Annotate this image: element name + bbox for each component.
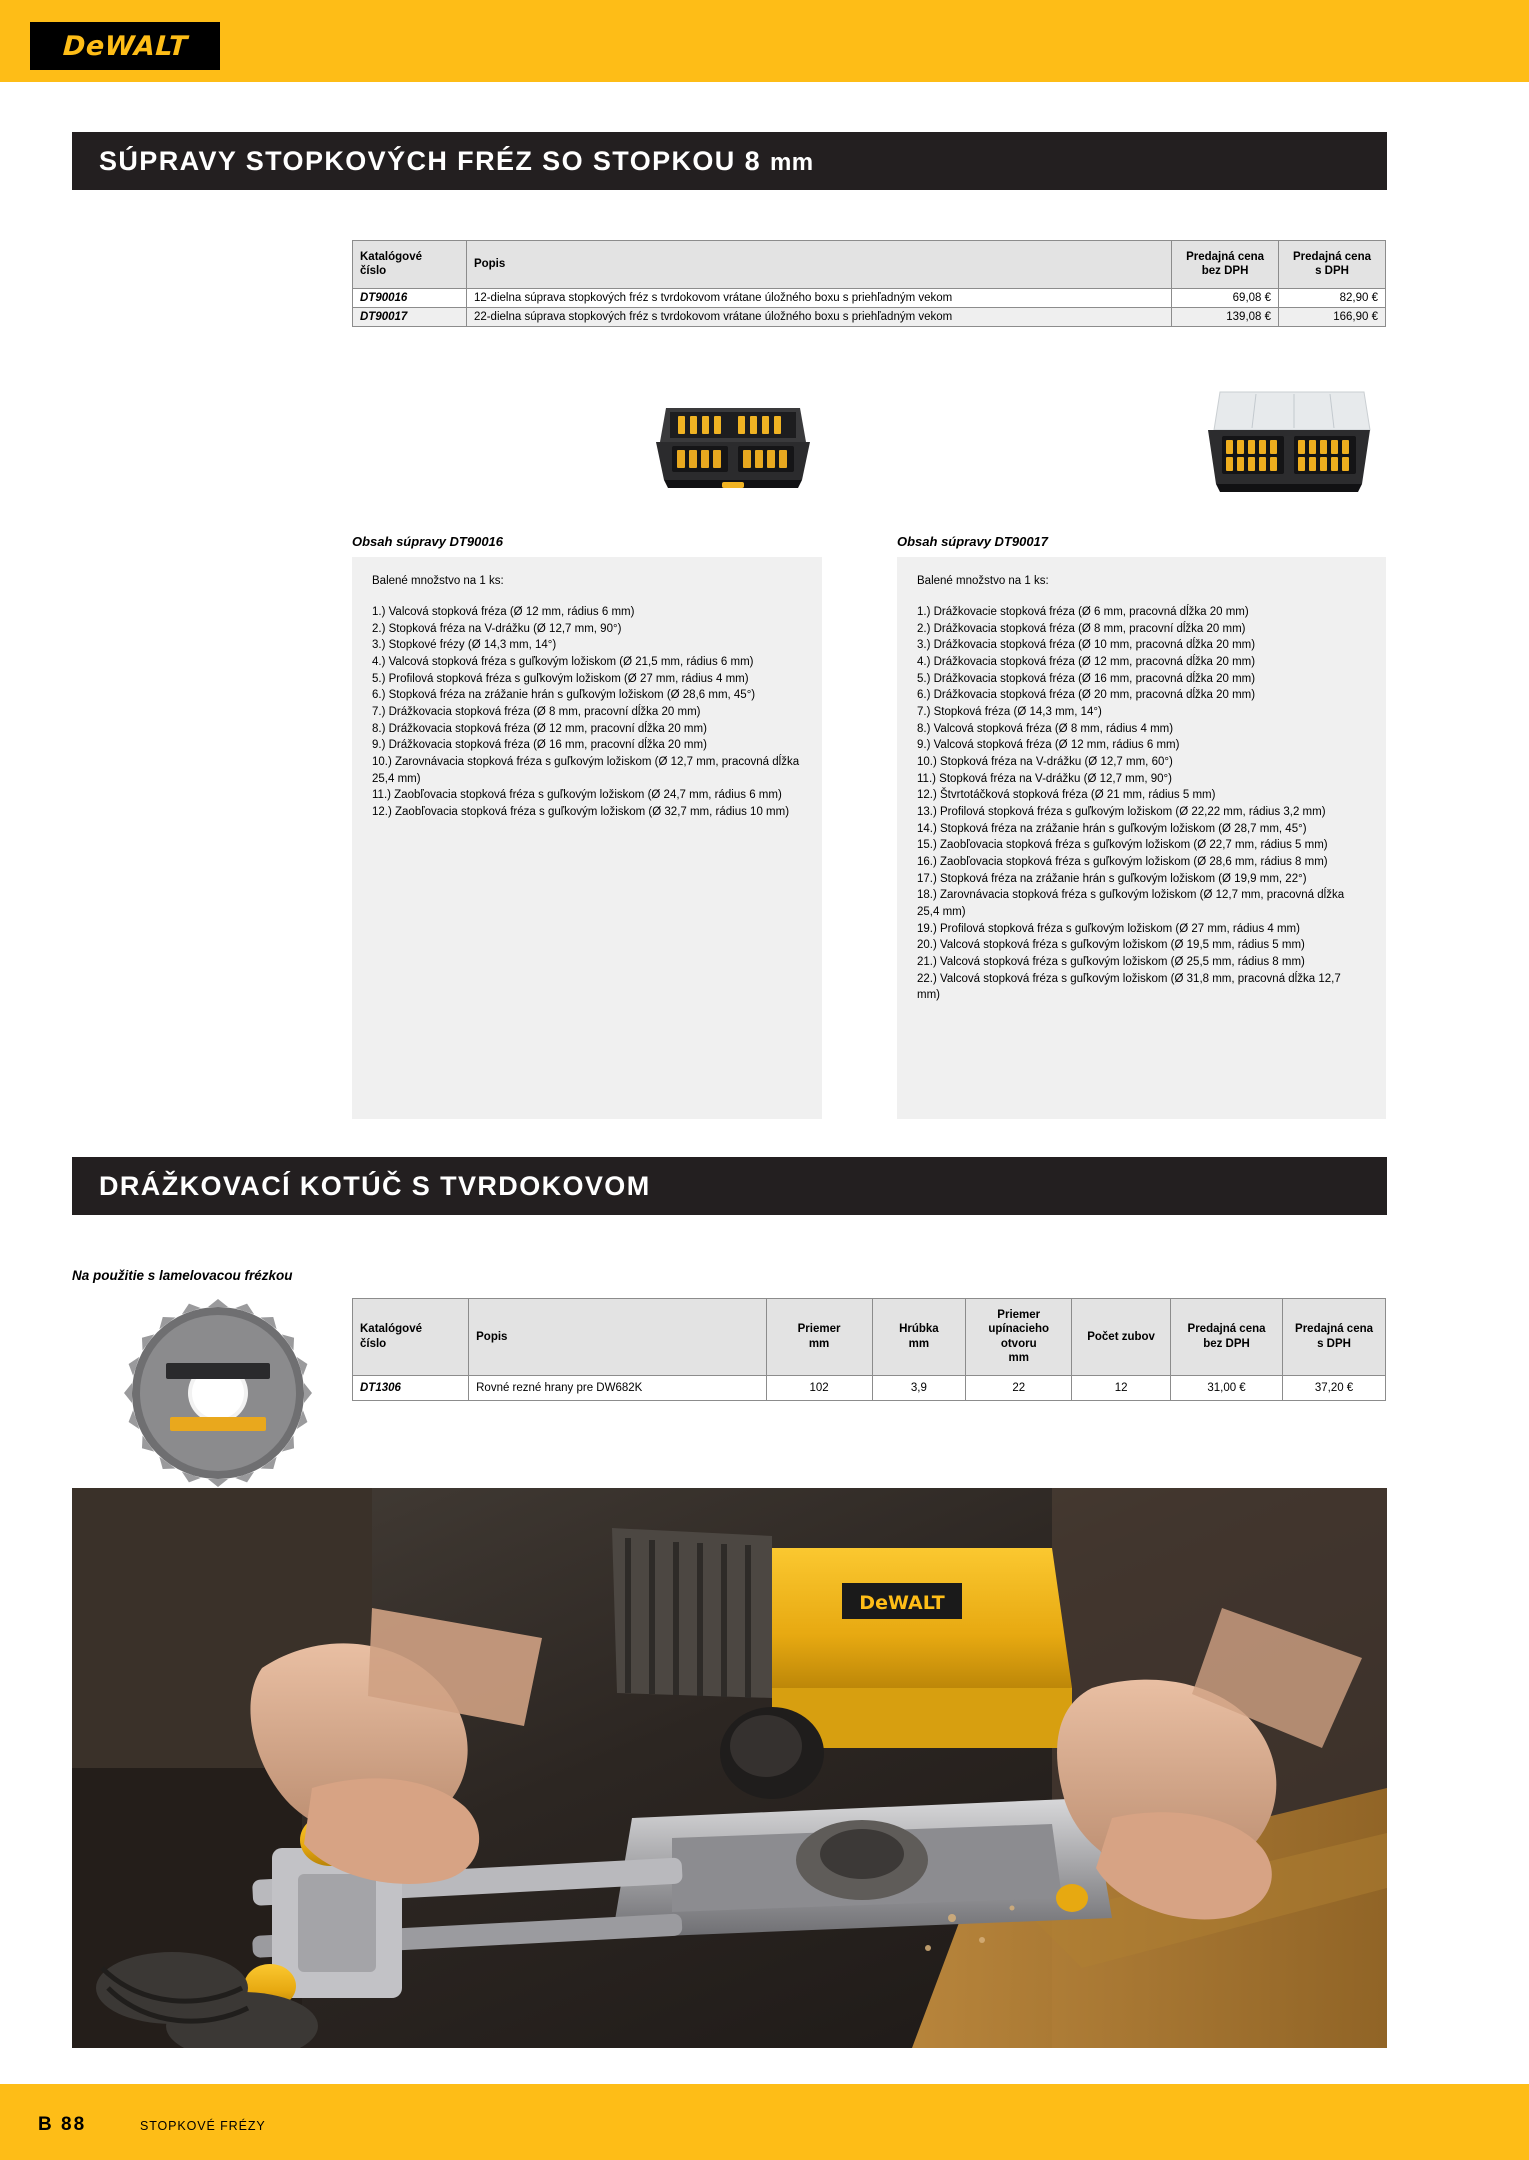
list-item: 10.) Stopková fréza na V-drážku (Ø 12,7 mm, 60°) (917, 756, 1173, 769)
section-title-1-unit: mm (769, 148, 814, 176)
cell-catalog-number: DT90016 (353, 288, 467, 307)
cell-thickness: 3,9 (872, 1375, 966, 1400)
th-teeth-count (1072, 1299, 1171, 1376)
contents-list-dt90016 (372, 604, 802, 821)
list-item: 7.) Stopková fréza (Ø 14,3 mm, 14°) (917, 706, 1102, 719)
cell-catalog-number: DT90017 (353, 307, 467, 326)
cell-price-no-vat: 139,08 € (1172, 307, 1279, 326)
list-item: 20.) Valcová stopková fréza s guľkovým ložiskom (Ø 19,5 mm, rádius 5 mm) (917, 939, 1305, 952)
router-photo-illustration (72, 1488, 1387, 2048)
list-item: 17.) Stopková fréza na zrážanie hrán s guľkovým ložiskom (Ø 19,9 mm, 22°) (917, 872, 1307, 885)
th-line-2: s DPH (1317, 1337, 1351, 1350)
list-item: 7.) Drážkovacia stopková fréza (Ø 8 mm, pracovní dĺžka 20 mm) (372, 706, 701, 719)
th-catalog-number (353, 241, 467, 289)
cell-diameter: 102 (766, 1375, 872, 1400)
price-table-router-bit-sets (352, 240, 1386, 327)
list-item: 22.) Valcová stopková fréza s guľkovým ložiskom (Ø 31,8 mm, pracovná dĺžka 12,7 mm) (917, 972, 1341, 1002)
th-line-2: upínacieho (988, 1323, 1050, 1336)
th-line-1: Predajná cena (1295, 1323, 1374, 1336)
th-line-2: bez DPH (1203, 1337, 1250, 1350)
th-line-1: Predajná cena (1293, 251, 1371, 263)
list-item: 10.) Zarovnávacia stopková fréza s guľkovým ložiskom (Ø 12,7 mm, pracovná dĺžka 25,4 mm) (372, 756, 800, 785)
th-line-2: číslo (360, 265, 387, 278)
list-item: 8.) Valcová stopková fréza (Ø 8 mm, rádius 4 mm) (917, 722, 1174, 735)
list-item: 21.) Valcová stopková fréza s guľkovým ložiskom (Ø 25,5 mm, rádius 8 mm) (917, 956, 1305, 969)
section-title-2: DRÁŽKOVACÍ KOTÚČ S TVRDOKOVOM (99, 1170, 651, 1201)
cell-description: 12-dielna súprava stopkových fréz s tvrdokovom vrátane úložného boxu s priehľadným vekom (466, 288, 1171, 307)
th-line-1: Priemer (797, 1323, 841, 1336)
th-line-1: Predajná cena (1186, 251, 1265, 263)
list-item: 16.) Zaobľovacia stopková fréza s guľkovým ložiskom (Ø 28,6 mm, rádius 8 mm) (917, 856, 1328, 869)
th-price-no-vat (1172, 241, 1279, 289)
footer-category-label: STOPKOVÉ FRÉZY (140, 2119, 266, 2133)
list-item: 4.) Valcová stopková fréza s guľkovým ložiskom (Ø 21,5 mm, rádius 6 mm) (372, 656, 754, 669)
cell-teeth: 12 (1072, 1375, 1171, 1400)
th-line-2: bez DPH (1201, 265, 1249, 278)
cell-description: 22-dielna súprava stopkových fréz s tvrdokovom vrátane úložného boxu s priehľadným vekom (466, 307, 1171, 326)
list-item: 12.) Štvrtotáčková stopková fréza (Ø 21 mm, rádius 5 mm) (917, 789, 1216, 802)
cell-catalog-number: DT1306 (353, 1375, 469, 1400)
table-header-row (353, 241, 1386, 289)
product-photo-dt1306 (118, 1293, 318, 1493)
th-line-1: Počet zubov (1087, 1330, 1155, 1343)
th-price-no-vat (1171, 1299, 1283, 1376)
th-line-1: Hrúbka (899, 1323, 939, 1336)
cell-description: Rovné rezné hrany pre DW682K (469, 1375, 766, 1400)
list-item: 11.) Zaobľovacia stopková fréza s guľkovým ložiskom (Ø 24,7 mm, rádius 6 mm) (372, 789, 782, 802)
cell-bore: 22 (966, 1375, 1072, 1400)
cell-price-vat: 166,90 € (1279, 307, 1386, 326)
list-item: 3.) Drážkovacia stopková fréza (Ø 10 mm, pracovná dĺžka 20 mm) (917, 639, 1256, 652)
list-item: 13.) Profilová stopková fréza s guľkovým ložiskom (Ø 22,22 mm, rádius 3,2 mm) (917, 806, 1326, 819)
th-line-1: Priemer (997, 1309, 1041, 1321)
page-header-bar (0, 0, 1529, 82)
sub-caption: Na použitie s lamelovacou frézkou (72, 1268, 293, 1283)
th-line-1: Katalógové (360, 1323, 422, 1336)
list-item: 12.) Zaobľovacia stopková fréza s guľkovým ložiskom (Ø 32,7 mm, rádius 10 mm) (372, 806, 790, 819)
list-item: 5.) Profilová stopková fréza s guľkovým ložiskom (Ø 27 mm, rádius 4 mm) (372, 672, 749, 685)
price-table-grooving-disc (352, 1298, 1386, 1401)
list-item: 1.) Drážkovacie stopková fréza (Ø 6 mm, pracovná dĺžka 20 mm) (917, 606, 1249, 618)
application-photo-router-in-use (72, 1488, 1387, 2048)
list-item: 5.) Drážkovacia stopková fréza (Ø 16 mm, pracovná dĺžka 20 mm) (917, 672, 1256, 685)
cell-price-vat: 37,20 € (1283, 1375, 1386, 1400)
list-item: 9.) Valcová stopková fréza (Ø 12 mm, rádius 6 mm) (917, 739, 1180, 752)
contents-panel-dt90016 (352, 557, 822, 1119)
th-price-vat (1283, 1299, 1386, 1376)
th-price-vat (1279, 241, 1386, 289)
list-item: 9.) Drážkovacia stopková fréza (Ø 16 mm, pracovní dĺžka 20 mm) (372, 739, 707, 752)
table-row (353, 1375, 1386, 1400)
th-bore-diameter (966, 1299, 1072, 1376)
th-line-1: Katalógové (360, 251, 422, 263)
cell-price-vat: 82,90 € (1279, 288, 1386, 307)
dewalt-logo-text: DeWALT (61, 30, 189, 62)
th-catalog-number (353, 1299, 469, 1376)
th-line-2: číslo (360, 1337, 387, 1350)
section-title-1 (72, 146, 814, 177)
section-title-1-main: SÚPRAVY STOPKOVÝCH FRÉZ SO STOPKOU 8 (99, 145, 770, 176)
th-diameter (766, 1299, 872, 1376)
list-item: 1.) Valcová stopková fréza (Ø 12 mm, rádius 6 mm) (372, 606, 635, 618)
contents-list-dt90017 (917, 604, 1366, 1004)
packaging-note: Balené množstvo na 1 ks: (917, 575, 1049, 587)
list-item: 6.) Drážkovacia stopková fréza (Ø 20 mm, pracovná dĺžka 20 mm) (917, 689, 1256, 702)
case-illustration-dt90016 (648, 398, 818, 498)
section-title-bar-1 (72, 132, 1387, 190)
list-item: 4.) Drážkovacia stopková fréza (Ø 12 mm, pracovná dĺžka 20 mm) (917, 656, 1256, 669)
tool-logo-text: DeWALT (859, 1592, 945, 1614)
table-header-row (353, 1299, 1386, 1376)
cell-price-no-vat: 69,08 € (1172, 288, 1279, 307)
list-item: 15.) Zaobľovacia stopková fréza s guľkovým ložiskom (Ø 22,7 mm, rádius 5 mm) (917, 839, 1328, 852)
case-illustration-dt90017 (1198, 388, 1376, 498)
cell-price-no-vat: 31,00 € (1171, 1375, 1283, 1400)
list-item: 14.) Stopková fréza na zrážanie hrán s guľkovým ložiskom (Ø 28,7 mm, 45°) (917, 822, 1307, 835)
saw-blade-illustration (118, 1293, 318, 1493)
th-line-3: otvoru (1000, 1337, 1037, 1350)
th-thickness (872, 1299, 966, 1376)
contents-panel-dt90017 (897, 557, 1386, 1119)
list-item: 8.) Drážkovacia stopková fréza (Ø 12 mm, pracovní dĺžka 20 mm) (372, 722, 707, 735)
packaging-note: Balené množstvo na 1 ks: (372, 575, 504, 587)
product-photo-dt90017 (1198, 388, 1376, 498)
list-item: 2.) Stopková fréza na V-drážku (Ø 12,7 mm, 90°) (372, 622, 622, 635)
product-photo-dt90016 (648, 398, 818, 498)
list-item: 2.) Drážkovacia stopková fréza (Ø 8 mm, pracovní dĺžka 20 mm) (917, 622, 1246, 635)
th-description (466, 241, 1171, 289)
table-row (353, 288, 1386, 307)
th-line-1: Predajná cena (1187, 1323, 1266, 1336)
list-item: 18.) Zarovnávacia stopková fréza s guľkovým ložiskom (Ø 12,7 mm, pracovná dĺžka 25,4 mm) (917, 889, 1345, 919)
th-line-1: Popis (473, 258, 506, 271)
th-line-2: mm (808, 1337, 830, 1350)
th-description (469, 1299, 766, 1376)
section-title-bar-2 (72, 1157, 1387, 1215)
list-item: 6.) Stopková fréza na zrážanie hrán s guľkovým ložiskom (Ø 28,6 mm, 45°) (372, 689, 756, 702)
dewalt-logo (30, 22, 220, 70)
list-item: 19.) Profilová stopková fréza s guľkovým ložiskom (Ø 27 mm, rádius 4 mm) (917, 922, 1300, 935)
th-line-4: mm (1008, 1352, 1029, 1365)
panel-label-dt90016: Obsah súpravy DT90016 (352, 534, 504, 549)
page-number: B 88 (38, 2114, 87, 2135)
th-line-1: Popis (476, 1330, 508, 1343)
list-item: 3.) Stopkové frézy (Ø 14,3 mm, 14°) (372, 639, 557, 652)
list-item: 11.) Stopková fréza na V-drážku (Ø 12,7 mm, 90°) (917, 772, 1172, 785)
th-line-2: s DPH (1315, 265, 1349, 278)
panel-label-dt90017: Obsah súpravy DT90017 (897, 534, 1049, 549)
th-line-2: mm (908, 1337, 930, 1350)
table-row (353, 307, 1386, 326)
